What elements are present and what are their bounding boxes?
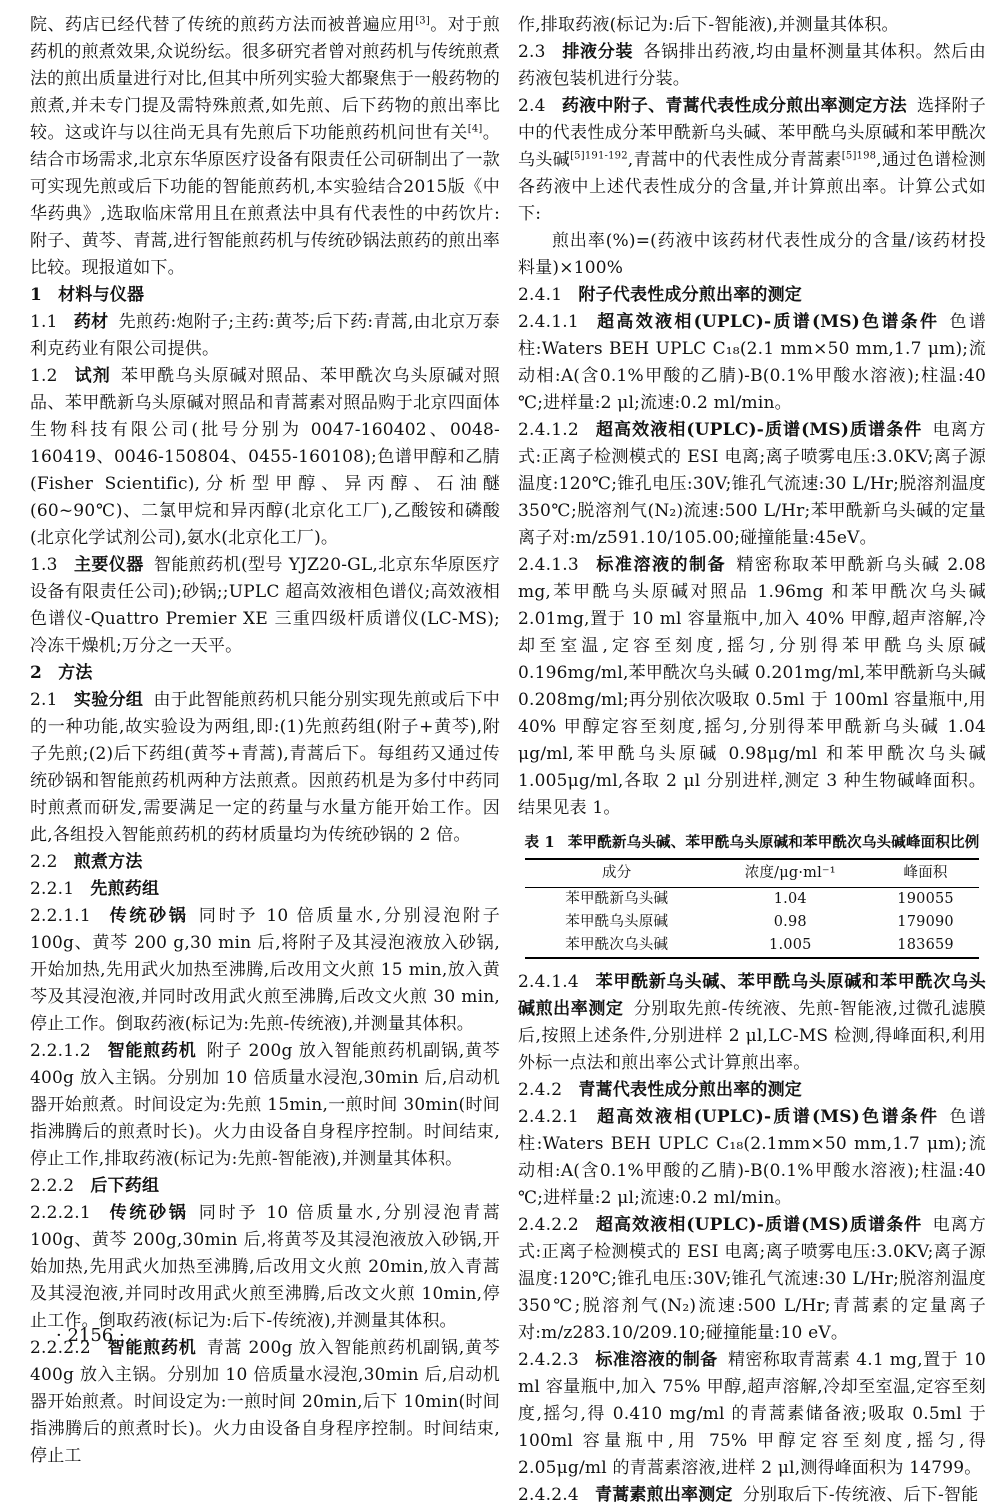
para-2-2-1-2 [30, 1038, 500, 1173]
body-text: 同时予 10 倍质量水,分别浸泡附子 100g、黄芩 200 g,30 min 后,将附子及其浸泡液放入砂锅,开始加热,先用武火加热至沸腾,后改用文火煎 15 min,放入黄芩及其浸泡液,并同时改用武火煎至沸腾,后改文火煎 30 min,停止工作。倒取药液(标记为:先煎-传统液),并测量其体积。 [30, 906, 500, 1034]
inline-heading: 智能煎药机 [107, 1041, 197, 1061]
inline-heading: 排液分装 [561, 42, 634, 62]
inline-heading: 传统砂锅 [107, 1203, 189, 1223]
para-2-2-2-1 [30, 1200, 500, 1335]
cell-component: 苯甲酰乌头原碱 [565, 914, 669, 930]
table-row [525, 911, 979, 934]
table-row [525, 934, 979, 958]
section-number: 2.1 [30, 690, 58, 710]
para-1-2 [30, 363, 500, 552]
section-number: 2.4.1.2 [518, 420, 579, 440]
left-column [30, 12, 500, 1509]
table-header-row [525, 859, 979, 888]
section-number: 2.2.1 [30, 879, 75, 899]
table1 [518, 830, 986, 959]
body-text: 选择附子中的代表性成分苯甲酰新乌头碱、苯甲酰乌头原碱和苯甲酰次乌头碱 [518, 96, 986, 170]
body-text: ,通过色谱检测各药液中上述代表性成分的含量,并计算煎出率。计算公式如下: [518, 150, 986, 224]
cell-concentration: 1.04 [773, 891, 807, 907]
right-column [518, 12, 986, 1509]
section-number: 2.4.2 [518, 1080, 563, 1100]
inline-heading: 标准溶液的制备 [595, 1350, 718, 1370]
body-text: ,青蒿中的代表性成分青蒿素 [627, 150, 842, 170]
inline-heading: 超高效液相(UPLC)-质谱(MS)质谱条件 [595, 1215, 923, 1235]
body-text: 色谱柱:Waters BEH UPLC C₁₈(2.1mm×50 mm,1.7 μm);流动相:A(含0.1%甲酸的乙腈)-B(0.1%甲酸水溶液);柱温:40 ℃;进样量:2 μl;流速:0.2 ml/min。 [518, 1107, 986, 1208]
peak-area-table [525, 858, 979, 959]
cell-concentration: 1.005 [708, 934, 872, 958]
section-number: 2.2.2.2 [30, 1338, 91, 1358]
body-text: 作,排取药液(标记为:后下-智能液),并测量其体积。 [518, 15, 899, 35]
body-text: 由于此智能煎药机只能分别实现先煎或后下中的一种功能,故实验设为两组,即:(1)先煎药组(附子+黄芩),附子先煎;(2)后下药组(黄芩+青蒿),青蒿后下。每组药又通过传统砂锅和智能煎药机两种方法煎煮。因煎药机是为多付中药同时煎煮而研发,需要满足一定的药量与水量方能开始工作。因此,各组投入智能煎药机的药材质量均为传统砂锅的 2 倍。 [30, 690, 501, 845]
para-2-1 [30, 687, 500, 849]
heading-materials [30, 282, 500, 309]
section-number: 1.3 [30, 555, 58, 575]
para-2-3 [518, 39, 986, 93]
body-text: 先煎药:炮附子;主药:黄芩;后下药:青蒿,由北京万泰利克药业有限公司提供。 [30, 312, 500, 359]
cell-concentration: 0.98 [773, 914, 807, 930]
inline-heading: 煎煮方法 [73, 852, 143, 872]
inline-heading: 先煎药组 [90, 879, 160, 899]
heading-2-2-2 [30, 1173, 500, 1200]
section-number: 2.4.1.4 [518, 972, 579, 992]
intro-text-2: 。对于煎药机的煎煮效果,众说纷纭。很多研究者曾对煎药机与传统煎煮法的煎出质量进行对比,但其中所列实验大都聚焦于一般药物的煎煮,并未专门提及需特殊煎煮,如先煎、后下药物的煎出率比较。这或许与以往尚无具有先煎后下功能煎药机问世有关 [30, 15, 501, 143]
section-number: 1.2 [30, 366, 58, 386]
body-text: 色谱柱:Waters BEH UPLC C₁₈(2.1 mm×50 mm,1.7 μm);流动相:A(含0.1%甲酸的乙腈)-B(0.1%甲酸水溶液);柱温:40 ℃;进样量:2 μl;流速:0.2 ml/min。 [518, 312, 986, 413]
para-2-4-1-4 [518, 969, 986, 1077]
para-2-4-2-1 [518, 1104, 986, 1212]
para-2-4-1-3 [518, 552, 986, 822]
para-2-4-2-2 [518, 1212, 986, 1347]
section-number: 2.4.1 [518, 285, 563, 305]
inline-heading: 标准溶液的制备 [595, 555, 727, 575]
body-text: 同时予 10 倍质量水,分别浸泡青蒿 100g、黄芩 200g,30min 后,将黄芩及其浸泡液放入砂锅,开始加热,先用武火加热至沸腾,后改用文火煎 20min,放入青蒿及其浸泡液,并同时改用武火煎至沸腾,后改文火煎 10min,停止工作。倒取药液(标记为:后下-传统液),并测量其体积。 [30, 1203, 500, 1331]
table-caption [518, 830, 986, 855]
table-caption-text: 苯甲酰新乌头碱、苯甲酰乌头原碱和苯甲酰次乌头碱峰面积比例 [567, 834, 980, 851]
section-number: 2.4.2.1 [518, 1107, 579, 1127]
inline-heading: 青蒿素煎出率测定 [595, 1485, 733, 1505]
para-2-4 [518, 93, 986, 228]
para-2-2-1-1 [30, 903, 500, 1038]
body-text: 电离方式:正离子检测模式的 ESI 电离;离子喷雾电压:3.0KV;离子源温度:120℃;锥孔电压:30V;锥孔气流速:30 L/Hr;脱溶剂温度350℃;脱溶剂气(N₂)流速:500 L/Hr;苯甲酰新乌头碱的定量离子对:m/z591.10/105.00;碰撞能量:45eV。 [518, 420, 986, 548]
citation-ref: [5]198 [841, 150, 877, 162]
heading-methods [30, 660, 500, 687]
citation-ref: [4] [467, 123, 483, 135]
para-1-3 [30, 552, 500, 660]
page-number: · 2156 · [56, 1325, 125, 1346]
para-intro [30, 12, 500, 282]
section-number: 2.2.1.2 [30, 1041, 91, 1061]
section-number: 2.4.1.1 [518, 312, 579, 332]
section-number: 2.2 [30, 852, 58, 872]
citation-ref: [3] [415, 15, 430, 27]
col-header-peak-area: 峰面积 [872, 859, 979, 888]
section-number: 2.4.2.3 [518, 1350, 579, 1370]
para-2-4-2-4 [518, 1482, 986, 1509]
extraction-rate-formula [518, 228, 986, 282]
section-title: 材料与仪器 [58, 285, 145, 305]
inline-heading: 附子代表性成分煎出率的测定 [578, 285, 803, 305]
section-number: 2.4 [518, 96, 546, 116]
cell-component: 苯甲酰次乌头碱 [525, 934, 708, 958]
col-header-concentration: 浓度/μg·ml⁻¹ [708, 859, 872, 888]
inline-heading: 智能煎药机 [107, 1338, 197, 1358]
intro-text-3: 。结合市场需求,北京东华原医疗设备有限责任公司研制出了一款可实现先煎或后下功能的智能煎药机,本实验结合2015版《中华药典》,选取临床常用且在煎煮法中具有代表性的中药饮片:附子、黄芩、青蒿,进行智能煎药机与传统砂锅法煎药的煎出率比较。现报道如下。 [30, 123, 501, 278]
heading-2-2 [30, 849, 500, 876]
inline-heading: 超高效液相(UPLC)-质谱(MS)质谱条件 [595, 420, 923, 440]
inline-heading: 青蒿代表性成分煎出率的测定 [578, 1080, 803, 1100]
body-text: 精密称取青蒿素 4.1 mg,置于 10 ml 容量瓶中,加入 75% 甲醇,超声溶解,冷却至室温,定容至刻度,摇匀,得 0.410 mg/ml 的青蒿素储备液;吸取 0.5ml 于 100ml 容量瓶中,用 75% 甲醇定容至刻度,摇匀,得 2.05μg/ml 的青蒿素溶液,进样 2 μl,测得峰面积为 14799。 [518, 1350, 986, 1478]
citation-ref: [5]191-192 [570, 150, 628, 162]
formula-text: 煎出率(%)=(药液中该药材代表性成分的含量/该药材投料量)×100% [518, 231, 986, 278]
inline-heading: 药材 [73, 312, 109, 332]
section-number: 2.4.2.2 [518, 1215, 579, 1235]
body-text: 各锅排出药液,均由量杯测量其体积。然后由药液包装机进行分装。 [518, 42, 986, 89]
inline-heading: 试剂 [73, 366, 111, 386]
section-title: 方法 [58, 663, 93, 683]
inline-heading: 超高效液相(UPLC)-质谱(MS)色谱条件 [595, 1107, 940, 1127]
section-number: 2.4.2.4 [518, 1485, 579, 1505]
section-number: 1.1 [30, 312, 58, 332]
col-header-component: 成分 [525, 859, 708, 888]
heading-2-2-1 [30, 876, 500, 903]
section-number: 2.2.2 [30, 1176, 75, 1196]
para-2-2-2-2 [30, 1335, 500, 1470]
para-1-1 [30, 309, 500, 363]
columns [30, 12, 986, 1509]
inline-heading: 后下药组 [90, 1176, 160, 1196]
body-text: 电离方式:正离子检测模式的 ESI 电离;离子喷雾电压:3.0KV;离子源温度:120℃;锥孔电压:30V;锥孔气流速:30 L/Hr;脱溶剂温度350℃;脱溶剂气(N₂)流速:500 L/Hr;青蒿素的定量离子对:m/z283.10/209.10;碰撞能量:10 eV。 [518, 1215, 986, 1343]
cell-peak-area: 190055 [897, 891, 954, 907]
section-number: 2.2.2.1 [30, 1203, 91, 1223]
body-text: 分别取先煎-传统液、先煎-智能液,过微孔滤膜后,按照上述条件,分别进样 2 μl,LC-MS 检测,得峰面积,利用外标一点法和煎出率公式计算煎出率。 [518, 999, 986, 1073]
section-number: 2.4.1.3 [518, 555, 579, 575]
inline-heading: 药液中附子、青蒿代表性成分煎出率测定方法 [561, 96, 907, 116]
body-text: 苯甲酰乌头原碱对照品、苯甲酰次乌头原碱对照品、苯甲酰新乌头原碱对照品和青蒿素对照品购于北京四面体生物科技有限公司(批号分别为 0047-160402、0048-160419、0046-150804、0455-160108);色谱甲醇和乙腈(Fisher Scientific),分析型甲醇、异丙醇、石油醚(60~90℃)、二氯甲烷和异丙醇(北京化工厂),乙酸铵和磷酸(北京化学试剂公司),氨水(北京化工厂)。 [30, 366, 501, 548]
section-number: 2.2.1.1 [30, 906, 91, 926]
para-2-4-2-3 [518, 1347, 986, 1482]
inline-heading: 传统砂锅 [107, 906, 189, 926]
inline-heading: 苯甲酰新乌头碱、苯甲酰乌头原碱和苯甲酰次乌头碱煎出率测定 [518, 972, 986, 1019]
cell-component: 苯甲酰新乌头碱 [565, 891, 669, 907]
section-number: 1 [30, 285, 43, 305]
table-row [525, 888, 979, 912]
para-2-4-1-1 [518, 309, 986, 417]
heading-2-4-2 [518, 1077, 986, 1104]
para-continuation [518, 12, 986, 39]
intro-text-1: 院、药店已经代替了传统的煎药方法而被普遍应用 [30, 15, 416, 35]
cell-peak-area: 183659 [872, 934, 979, 958]
inline-heading: 主要仪器 [73, 555, 144, 575]
section-number: 2 [30, 663, 43, 683]
body-text: 智能煎药机(型号 YJZ20-GL,北京东华原医疗设备有限责任公司);砂锅;;UPLC 超高效液相色谱仪;高效液相色谱仪-Quattro Premier XE 三重四级杆质谱仪(LC-MS);冷冻干燥机;万分之一天平。 [30, 555, 500, 656]
body-text: 精密称取苯甲酰新乌头碱 2.08 mg,苯甲酰乌头原碱对照品 1.96mg 和苯甲酰次乌头碱 2.01mg,置于 10 ml 容量瓶中,加入 40% 甲醇,超声溶解,冷却至室温,定容至刻度,摇匀,分别得苯甲酰乌头原碱 0.196mg/ml,苯甲酰次乌头碱 0.201mg/ml,苯甲酰新乌头碱 0.208mg/ml;再分别依次吸取 0.5ml 于 100ml 容量瓶中,用 40% 甲醇定容至刻度,摇匀,分别得苯甲酰新乌头碱 1.04 μg/ml,苯甲酰乌头原碱 0.98μg/ml 和苯甲酰次乌头碱 1.005μg/ml,各取 2 μl 分别进样,测定 3 种生物碱峰面积。结果见表 1。 [518, 555, 986, 818]
body-text: 附子 200g 放入智能煎药机副锅,黄芩 400g 放入主锅。分别加 10 倍质量水浸泡,30min 后,启动机器开始煎煮。时间设定为:先煎 15min,一煎时间 30min(时间指沸腾后的煎煮时长)。火力由设备自身程序控制。时间结束,停止工作,排取药液(标记为:先煎-智能液),并测量其体积。 [30, 1041, 500, 1169]
para-2-4-1-2 [518, 417, 986, 552]
inline-heading: 超高效液相(UPLC)-质谱(MS)色谱条件 [595, 312, 940, 332]
inline-heading: 实验分组 [73, 690, 144, 710]
heading-2-4-1 [518, 282, 986, 309]
table-caption-number: 表 1 [524, 834, 555, 851]
body-text: 分别取后下-传统液、后下-智能 [742, 1485, 979, 1505]
section-number: 2.3 [518, 42, 546, 62]
cell-peak-area: 179090 [897, 914, 954, 930]
body-text: 青蒿 200g 放入智能煎药机副锅,黄芩 400g 放入主锅。分别加 10 倍质量水浸泡,30min 后,启动机器开始煎煮。时间设定为:一煎时间 20min,后下 10min(时间指沸腾后的煎煮时长)。火力由设备自身程序控制。时间结束,停止工 [30, 1338, 500, 1466]
